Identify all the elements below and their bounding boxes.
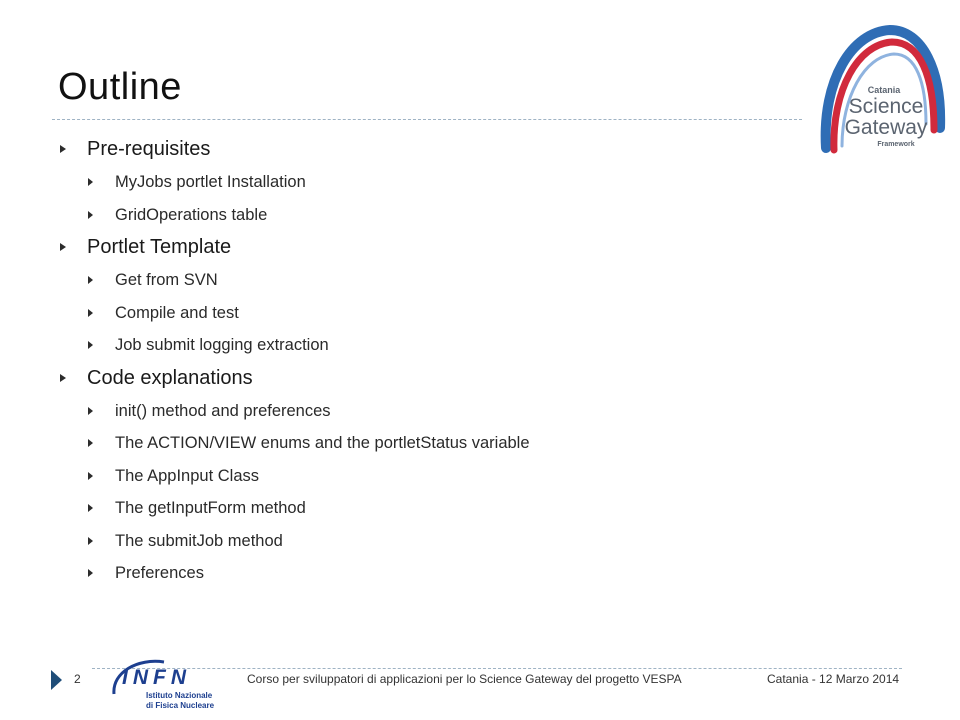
outline-item-label: Job submit logging extraction <box>115 336 329 354</box>
footer-arrow-icon <box>51 670 62 690</box>
bullet-arrow-icon <box>88 309 93 317</box>
bullet-arrow-icon <box>88 472 93 480</box>
outline-item-label: MyJobs portlet Installation <box>115 173 306 191</box>
title-divider <box>52 119 802 120</box>
outline-item <box>58 396 788 429</box>
logo-science-text: Science <box>848 95 924 118</box>
page-number: 2 <box>74 672 81 686</box>
outline-item-label: The ACTION/VIEW enums and the portletStatus variable <box>115 434 530 452</box>
footer-course-text: Corso per sviluppatori di applicazioni per lo Science Gateway del progetto VESPA <box>247 672 682 686</box>
bullet-arrow-icon <box>88 504 93 512</box>
bullet-arrow-icon <box>88 569 93 577</box>
infn-line2-text: di Fisica Nucleare <box>146 701 215 710</box>
bullet-arrow-icon <box>60 374 66 382</box>
bullet-arrow-icon <box>60 243 66 251</box>
outline-item <box>58 298 788 331</box>
outline-item-label: The submitJob method <box>115 531 283 550</box>
outline-item-label: GridOperations table <box>115 205 268 224</box>
outline-item-label: The getInputForm method <box>115 499 306 517</box>
outline-item-label: init() method and preferences <box>115 401 331 420</box>
outline-item <box>58 167 788 200</box>
logo-gateway-text: Gateway <box>844 116 928 139</box>
outline-item <box>58 265 788 298</box>
logo-framework-text: Framework <box>877 141 915 148</box>
outline-item <box>58 461 788 494</box>
bullet-arrow-icon <box>88 537 93 545</box>
outline-section-label: Portlet Template <box>87 236 232 258</box>
outline-section-label: Pre-requisites <box>87 138 211 160</box>
footer-date-text: Catania - 12 Marzo 2014 <box>767 672 900 686</box>
outline-item-label: Preferences <box>115 564 204 582</box>
outline-section-label: Code explanations <box>87 366 253 389</box>
infn-line1-text: Istituto Nazionale <box>146 691 213 700</box>
bullet-arrow-icon <box>88 407 93 415</box>
outline-item <box>58 558 788 591</box>
science-gateway-logo <box>812 20 950 156</box>
outline-section <box>58 232 788 265</box>
outline-item <box>58 493 788 526</box>
bullet-arrow-icon <box>88 439 93 447</box>
infn-logo <box>108 654 258 716</box>
outline-list <box>58 134 788 591</box>
outline-item-label: Get from SVN <box>115 271 218 289</box>
bullet-arrow-icon <box>60 145 66 153</box>
outline-section <box>58 363 788 396</box>
bullet-arrow-icon <box>88 341 93 349</box>
infn-mark-text: INFN <box>122 666 191 689</box>
bullet-arrow-icon <box>88 211 93 219</box>
outline-item <box>58 428 788 461</box>
outline-item <box>58 330 788 363</box>
logo-catania-text: Catania <box>867 85 901 95</box>
outline-section <box>58 134 788 167</box>
bullet-arrow-icon <box>88 276 93 284</box>
outline-item <box>58 526 788 559</box>
slide-title: Outline <box>58 66 182 108</box>
bullet-arrow-icon <box>88 178 93 186</box>
outline-item-label: Compile and test <box>115 303 239 322</box>
outline-item-label: The AppInput Class <box>115 466 260 485</box>
outline-item <box>58 200 788 233</box>
